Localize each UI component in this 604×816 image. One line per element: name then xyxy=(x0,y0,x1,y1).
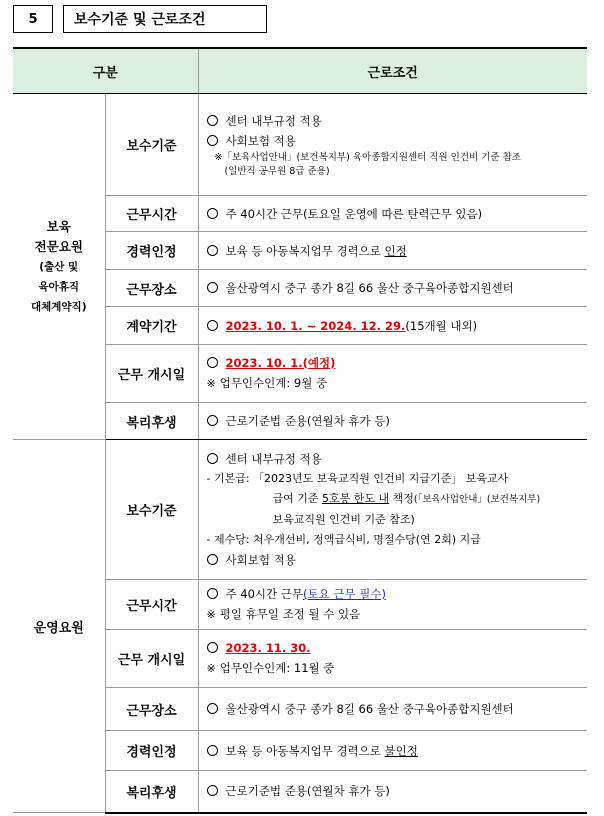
circle-bullet-icon xyxy=(207,415,218,426)
circle-bullet-icon xyxy=(207,588,218,599)
circle-bullet-icon xyxy=(207,453,218,464)
circle-bullet-icon xyxy=(207,785,218,796)
circle-bullet-icon xyxy=(207,320,218,331)
circle-bullet-icon xyxy=(207,554,218,565)
reference-mark-icon: ※ xyxy=(206,377,216,390)
row-content: 2023. 11. 30. ※ 업무인수인계: 11월 중 xyxy=(198,630,587,688)
row-content: 2023. 10. 1. ~ 2024. 12. 29.(15개월 내외) xyxy=(198,307,587,345)
circle-bullet-icon xyxy=(207,642,218,653)
row-content: 2023. 10. 1.(예정) ※ 업무인수인계: 9월 중 xyxy=(198,345,587,403)
circle-bullet-icon xyxy=(207,135,218,146)
row-content: 센터 내부규정 적용 사회보험 적용 ※「보육사업안내」(보건복지부) 육아종합지원센터 직원 인건비 기준 참조 (일반직 공무원 8급 준용) xyxy=(198,94,587,196)
circle-bullet-icon xyxy=(207,282,218,293)
header-conditions: 근로조건 xyxy=(198,48,587,94)
row-content: 울산광역시 중구 종가 8길 66 울산 중구육아종합지원센터 xyxy=(198,270,587,307)
row-content: 울산광역시 중구 종가 8길 66 울산 중구육아종합지원센터 xyxy=(198,688,587,731)
conditions-table xyxy=(13,47,587,814)
header-category: 구분 xyxy=(13,48,198,94)
row-label: 근무 개시일 xyxy=(105,630,198,688)
table-row xyxy=(13,94,587,196)
circle-bullet-icon xyxy=(207,745,218,756)
row-content: 주 40시간 근무(토요 근무 필수) ※ 평일 휴무일 조정 될 수 있음 xyxy=(198,580,587,630)
row-content: 근로기준법 준용(연월차 휴가 등) xyxy=(198,403,587,440)
circle-bullet-icon xyxy=(207,115,218,126)
circle-bullet-icon xyxy=(207,703,218,714)
row-label: 경력인정 xyxy=(105,731,198,771)
section-number: 5 xyxy=(13,5,53,33)
circle-bullet-icon xyxy=(207,357,218,368)
row-label: 복리후생 xyxy=(105,403,198,440)
group-label-childcare: 보육 전문요원 (출산 및 육아휴직 대체계약직) xyxy=(13,94,105,440)
circle-bullet-icon xyxy=(207,208,218,219)
row-label: 근무 개시일 xyxy=(105,345,198,403)
table-header-row xyxy=(13,48,587,94)
row-content: 근로기준법 준용(연월차 휴가 등) xyxy=(198,771,587,813)
row-label: 경력인정 xyxy=(105,232,198,270)
circle-bullet-icon xyxy=(207,245,218,256)
reference-mark-icon: ※ xyxy=(206,662,216,675)
row-label: 근무시간 xyxy=(105,580,198,630)
row-label: 근무시간 xyxy=(105,196,198,232)
table-row xyxy=(13,440,587,580)
group-label-operations: 운영요원 xyxy=(13,440,105,813)
section-title: 보수기준 및 근로조건 xyxy=(63,5,267,33)
row-label: 보수기준 xyxy=(105,94,198,196)
row-label: 근무장소 xyxy=(105,270,198,307)
row-label: 근무장소 xyxy=(105,688,198,731)
section-header xyxy=(13,5,267,33)
row-content: 보육 등 아동복지업무 경력으로 인정 xyxy=(198,232,587,270)
reference-mark-icon: ※ xyxy=(206,608,216,621)
row-content: 센터 내부규정 적용 - 기본급: 「2023년도 보육교직원 인건비 지급기준」 보육교사 급여 기준 5호봉 한도 내 책정(「보육사업안내」(보건복지부) 보육교직원 인건비 기준 참조) - 제수당: 처우개선비, 정액급식비, 명절수당(연 2회) 지급 사회보험 적용 xyxy=(198,440,587,580)
row-label: 계약기간 xyxy=(105,307,198,345)
row-label: 보수기준 xyxy=(105,440,198,580)
row-content: 주 40시간 근무(토요일 운영에 따른 탄력근무 있음) xyxy=(198,196,587,232)
row-label: 복리후생 xyxy=(105,771,198,813)
row-content: 보육 등 아동복지업무 경력으로 불인정 xyxy=(198,731,587,771)
